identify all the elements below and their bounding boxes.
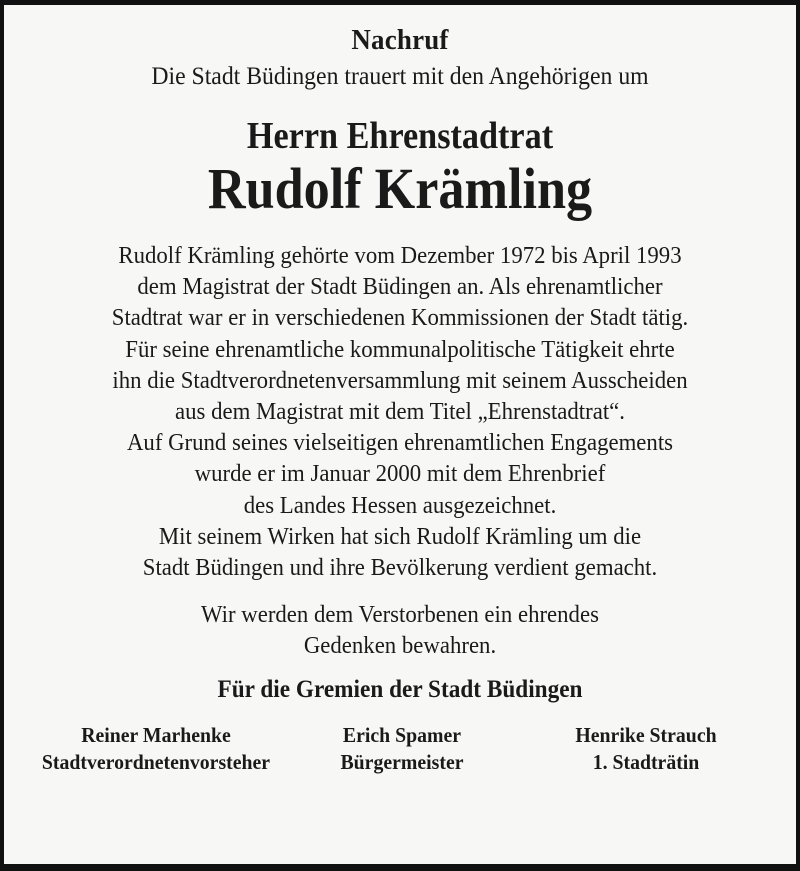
notice-subtitle: Die Stadt Büdingen trauert mit den Angehörigen um: [151, 61, 649, 91]
notice-content: [4, 5, 796, 783]
body-paragraph-2: [24, 599, 776, 661]
signatory-name: Reiner Marhenke: [81, 723, 231, 748]
body-line: wurde er im Januar 2000 mit dem Ehrenbrief: [194, 460, 606, 488]
body-line: Wir werden dem Verstorbenen ein ehrendes: [201, 601, 599, 629]
page-title: Nachruf: [351, 24, 449, 56]
deceased-full-name: Rudolf Krämling: [207, 155, 593, 221]
body-line: Rudolf Krämling gehörte vom Dezember 1972 bis April 1993: [118, 241, 682, 269]
signatory-block: [32, 722, 280, 777]
deceased-honorific: Herrn Ehrenstadtrat: [246, 114, 554, 157]
body-line: Mit seinem Wirken hat sich Rudolf Krämling um die: [158, 522, 642, 550]
body-line: Stadtrat war er in verschiedenen Kommissionen der Stadt tätig.: [111, 304, 689, 332]
body-line: Stadt Büdingen und ihre Bevölkerung verdient gemacht.: [142, 553, 658, 581]
body-line: Gedenken bewahren.: [303, 632, 497, 660]
closing-line: Für die Gremien der Stadt Büdingen: [217, 675, 583, 703]
body-line: dem Magistrat der Stadt Büdingen an. Als ehrenamtlicher: [137, 273, 663, 301]
body-paragraph-1: [24, 240, 776, 583]
body-line: Für seine ehrenamtliche kommunalpolitische Tätigkeit ehrte: [125, 335, 675, 363]
signatories-row: [24, 722, 776, 777]
paragraph-spacer: [24, 583, 776, 599]
body-line: Auf Grund seines vielseitigen ehrenamtlichen Engagements: [126, 429, 674, 457]
deceased-name-block: [24, 114, 776, 221]
signatory-role: Stadtverordnetenvorsteher: [41, 750, 271, 775]
body-line: aus dem Magistrat mit dem Titel „Ehrenstadtrat“.: [175, 397, 625, 425]
signatory-name: Henrike Strauch: [575, 723, 717, 748]
body-line: des Landes Hessen ausgezeichnet.: [243, 491, 557, 519]
signatory-block: [524, 722, 768, 777]
body-line: ihn die Stadtverordnetenversammlung mit seinem Ausscheiden: [112, 366, 688, 394]
signatory-block: [280, 722, 524, 777]
notice-body: [24, 240, 776, 662]
signatory-role: 1. Stadträtin: [592, 750, 700, 775]
signatory-name: Erich Spamer: [342, 723, 462, 748]
signatory-role: Bürgermeister: [340, 750, 464, 775]
